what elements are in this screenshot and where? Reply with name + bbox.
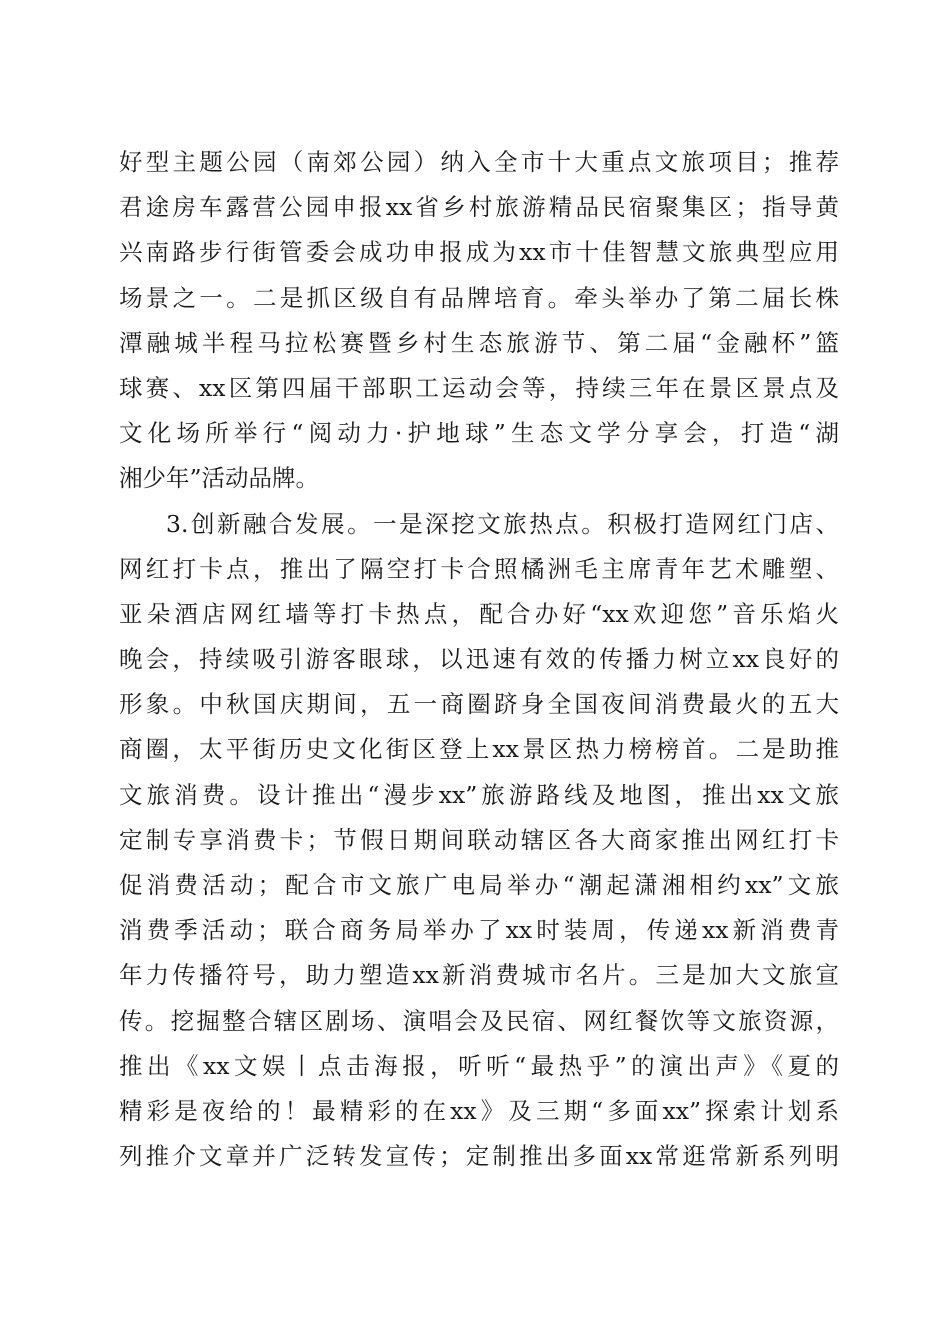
text-line: 网红打卡点，推出了隔空打卡合照橘洲毛主席青年艺术雕塑、 xyxy=(119,554,839,583)
paragraph xyxy=(119,140,839,502)
text-line: 球赛、xx区第四届干部职工运动会等，持续三年在景区景点及 xyxy=(119,373,839,402)
text-line: 推出《xx文娱丨点击海报，听听“最热乎”的演出声》《夏的 xyxy=(119,1051,839,1080)
text-line: 年力传播符号，助力塑造xx新消费城市名片。三是加大文旅宣 xyxy=(119,961,839,990)
text-line: 好型主题公园（南郊公园）纳入全市十大重点文旅项目；推荐 xyxy=(119,148,839,176)
text-line: 兴南路步行街管委会成功申报成为xx市十佳智慧文旅典型应用 xyxy=(119,238,839,267)
text-line: 湘少年”活动品牌。 xyxy=(119,464,320,493)
text-line: 列推介文章并广泛转发宣传；定制推出多面xx常逛常新系列明 xyxy=(119,1142,839,1171)
text-line: 消费季活动；联合商务局举办了xx时装周，传递xx新消费青 xyxy=(119,916,839,945)
text-line: 文化场所举行“阅动力·护地球”生态文学分享会，打造“湖 xyxy=(119,419,839,448)
text-line: 文旅消费。设计推出“漫步xx”旅游路线及地图，推出xx文旅 xyxy=(119,780,839,809)
text-line: 定制专享消费卡；节假日期间联动辖区各大商家推出网红打卡 xyxy=(119,825,839,854)
text-line: 3.创新融合发展。一是深挖文旅热点。积极打造网红门店、 xyxy=(166,509,839,538)
text-line: 场景之一。二是抓区级自有品牌培育。牵头举办了第二届长株 xyxy=(119,283,839,312)
text-line: 潭融城半程马拉松赛暨乡村生态旅游节、第二届“金融杯”篮 xyxy=(119,328,839,357)
text-line: 精彩是夜给的！最精彩的在xx》及三期“多面xx”探索计划系 xyxy=(119,1096,839,1125)
paragraph xyxy=(119,502,839,1180)
text-line: 君途房车露营公园申报xx省乡村旅游精品民宿聚集区；指导黄 xyxy=(119,193,839,222)
text-line: 传。挖掘整合辖区剧场、演唱会及民宿、网红餐饮等文旅资源， xyxy=(119,1006,839,1035)
text-line: 促消费活动；配合市文旅广电局举办“潮起潇湘相约xx”文旅 xyxy=(119,871,839,899)
body-text xyxy=(119,140,839,1179)
text-line: 形象。中秋国庆期间，五一商圈跻身全国夜间消费最火的五大 xyxy=(119,690,839,719)
text-line: 晚会，持续吸引游客眼球，以迅速有效的传播力树立xx良好的 xyxy=(119,645,839,674)
text-line: 商圈，太平街历史文化街区登上xx景区热力榜榜首。二是助推 xyxy=(119,735,839,764)
text-line: 亚朵酒店网红墙等打卡热点，配合办好“xx欢迎您”音乐焰火 xyxy=(119,599,839,628)
